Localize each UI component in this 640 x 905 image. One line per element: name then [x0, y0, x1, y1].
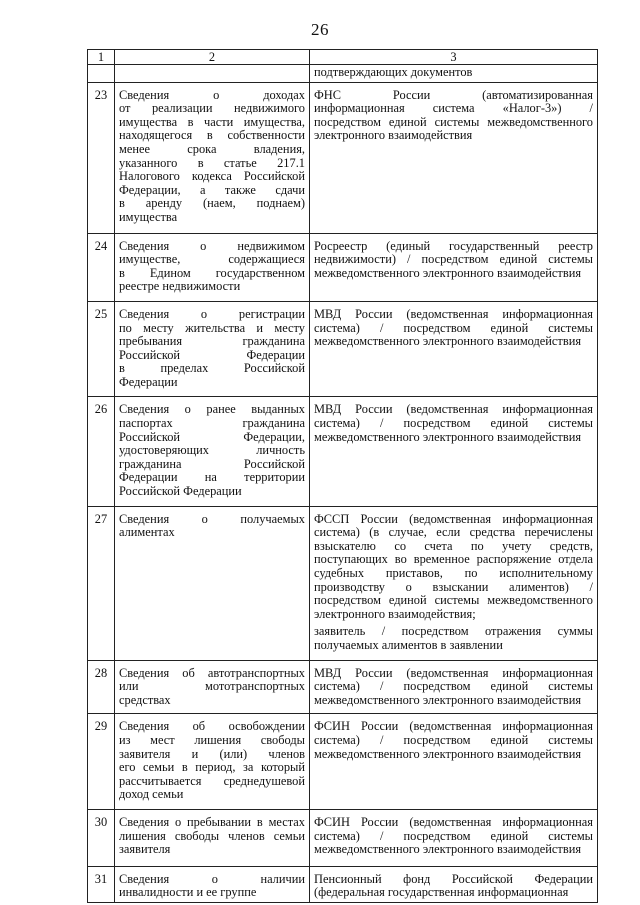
info-line: Сведения об освобождении: [119, 719, 305, 734]
row-number: 26: [94, 402, 108, 417]
info-cell: [115, 809, 310, 866]
info-line: менее срока владения,: [119, 141, 305, 156]
info-cell: [115, 506, 310, 660]
source-cell: [310, 809, 598, 866]
info-line: Сведения о пребывании в местах: [119, 814, 305, 829]
info-line: имущества: [119, 209, 178, 224]
info-line: гражданина Российской: [119, 456, 305, 471]
source-cell: [310, 397, 598, 506]
source-line: ФССП России (ведомственная информационная: [314, 511, 593, 526]
source-line: система) (в случае, если средства перечислены: [314, 525, 593, 540]
source-line: межведомственного электронного взаимодействия: [314, 265, 582, 280]
source-line: электронного взаимодействия;: [314, 606, 476, 621]
source-line: МВД России (ведомственная информационная: [314, 665, 593, 680]
source-line: взыскателю со счета по учету средств,: [314, 538, 593, 553]
source-line: межведомственного электронного взаимодействия: [314, 842, 582, 857]
row-number-cell: [88, 660, 115, 714]
table-row: [88, 397, 598, 506]
info-line: Федерации на территории: [119, 470, 305, 485]
column-header: 1: [88, 50, 115, 65]
table-row: [88, 301, 598, 397]
info-line: паспортах гражданина: [119, 416, 305, 431]
info-line: рассчитывается среднедушевой: [119, 773, 305, 788]
table-row: [88, 809, 598, 866]
info-line: Российской Федерации,: [119, 429, 305, 444]
source-line: система) / посредством единой системы: [314, 828, 593, 843]
source-cell: [310, 714, 598, 810]
row-number: 24: [94, 238, 108, 253]
info-line: Сведения о получаемых: [119, 511, 305, 526]
source-cell: [310, 233, 598, 301]
info-line: от реализации недвижимого: [119, 101, 305, 116]
row-number-cell: [88, 506, 115, 660]
source-line: межведомственного электронного взаимодействия: [314, 334, 582, 349]
source-line: (федеральная государственная информационная: [314, 885, 569, 900]
info-line: заявителя и (или) членов: [119, 746, 305, 761]
source-line: ФСИН России (ведомственная информационная: [314, 719, 593, 734]
info-line: Сведения о наличии: [119, 871, 305, 886]
source-line: получаемых алиментов в заявлении: [314, 637, 503, 652]
column-header: 3: [310, 50, 598, 65]
row-number-cell: [88, 809, 115, 866]
row-number-cell: [88, 397, 115, 506]
source-line: Пенсионный фонд Российской Федерации: [314, 871, 593, 886]
source-line: Росреестр (единый государственный реестр: [314, 238, 593, 253]
source-cell: [310, 82, 598, 233]
info-line: Российской Федерации: [119, 484, 242, 499]
info-line: заявителя: [119, 842, 171, 857]
data-sources-table: [87, 49, 598, 903]
info-line: доход семьи: [119, 787, 184, 802]
info-line: пребывания гражданина: [119, 334, 305, 349]
row-number: 25: [94, 306, 108, 321]
info-line: инвалидности и ее группе: [119, 885, 257, 900]
source-cell: [310, 301, 598, 397]
info-cell: [115, 660, 310, 714]
info-line: средствах: [119, 692, 171, 707]
page-number: 26: [311, 20, 329, 39]
info-line: Сведения о регистрации: [119, 306, 305, 321]
source-line: подтверждающих документов: [314, 65, 473, 79]
source-line: информационная система «Налог-3») /: [314, 101, 593, 116]
info-line: Федерации: [119, 374, 178, 389]
info-line: находящегося в собственности: [119, 128, 305, 143]
info-line: в аренду (наем, поднаем): [119, 196, 305, 211]
row-number: 27: [94, 511, 108, 526]
info-line: имуществе, содержащиеся: [119, 252, 305, 267]
source-line: система) / посредством единой системы: [314, 320, 593, 335]
source-line: ФСИН России (ведомственная информационная: [314, 814, 593, 829]
source-line: МВД России (ведомственная информационная: [314, 402, 593, 417]
info-cell: [115, 65, 310, 83]
info-cell: [115, 82, 310, 233]
continuation-row: [88, 65, 598, 83]
info-line: указанного в статье 217.1: [119, 155, 305, 170]
info-line: реестре недвижимости: [119, 279, 241, 294]
info-line: имущества в части имущества,: [119, 114, 305, 129]
info-line: Сведения о доходах: [119, 87, 305, 102]
table-row: [88, 866, 598, 902]
row-number-cell: [88, 301, 115, 397]
source-line: система) / посредством единой системы: [314, 679, 593, 694]
source-cell: [310, 506, 598, 660]
info-line: из мест лишения свободы: [119, 732, 305, 747]
source-cell: [310, 660, 598, 714]
source-line: посредством единой системы межведомственного: [314, 114, 593, 129]
info-line: или мототранспортных: [119, 679, 305, 694]
source-line: посредством единой системы межведомственного: [314, 593, 593, 608]
table-row: [88, 233, 598, 301]
row-number: 28: [94, 665, 108, 680]
info-cell: [115, 301, 310, 397]
info-line: по месту жительства и месту: [119, 320, 305, 335]
info-line: его семьи в период, за который: [119, 760, 305, 775]
row-number: 30: [94, 814, 108, 829]
source-line: межведомственного электронного взаимодействия: [314, 692, 582, 707]
info-line: в пределах Российской: [119, 361, 305, 376]
table-row: [88, 714, 598, 810]
source-line: межведомственного электронного взаимодействия: [314, 429, 582, 444]
source-line: судебных приставов, по исполнительному: [314, 566, 593, 580]
info-line: удостоверяющих личность: [119, 443, 305, 458]
row-number-cell: [88, 866, 115, 902]
source-line: система) / посредством единой системы: [314, 416, 593, 431]
row-number: 31: [94, 871, 108, 886]
info-line: Сведения о недвижимом: [119, 238, 305, 253]
row-number: 23: [94, 87, 108, 102]
source-line: заявитель / посредством отражения суммы: [314, 624, 593, 639]
info-line: алиментах: [119, 525, 175, 540]
info-line: Сведения о ранее выданных: [119, 402, 305, 417]
info-line: Российской Федерации: [119, 347, 305, 362]
source-line: МВД России (ведомственная информационная: [314, 306, 593, 321]
source-line: недвижимости) / посредством единой системы: [314, 252, 593, 267]
row-number: 29: [94, 719, 108, 734]
column-header: 2: [115, 50, 310, 65]
table-body: [88, 50, 598, 903]
info-line: в Едином государственном: [119, 265, 305, 280]
source-line: межведомственного электронного взаимодействия: [314, 746, 582, 761]
info-line: Сведения об автотранспортных: [119, 665, 305, 680]
source-line: поступающих во временное распоряжение отдела: [314, 552, 593, 567]
row-number-cell: [88, 233, 115, 301]
source-line: производству о взыскании алиментов) /: [314, 579, 593, 594]
source-cell: [310, 866, 598, 902]
info-cell: [115, 866, 310, 902]
info-cell: [115, 397, 310, 506]
table-row: [88, 660, 598, 714]
source-line: электронного взаимодействия: [314, 128, 473, 143]
table-row: [88, 506, 598, 660]
info-cell: [115, 714, 310, 810]
table-row: [88, 82, 598, 233]
source-cell: [310, 65, 598, 83]
source-line: ФНС России (автоматизированная: [314, 87, 593, 102]
info-cell: [115, 233, 310, 301]
row-number-cell: [88, 65, 115, 83]
table-header-row: [88, 50, 598, 65]
row-number-cell: [88, 714, 115, 810]
info-line: Федерации, а также сдачи: [119, 182, 305, 197]
info-line: лишения свободы членов семьи: [119, 828, 305, 843]
info-line: Налогового кодекса Российской: [119, 169, 305, 184]
source-line: система) / посредством единой системы: [314, 732, 593, 747]
row-number-cell: [88, 82, 115, 233]
